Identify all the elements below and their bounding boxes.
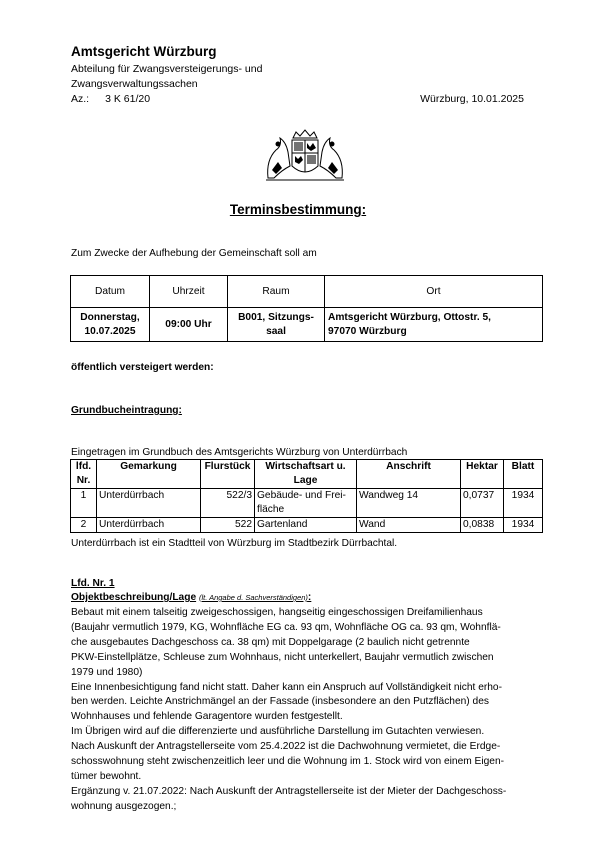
body-line: wohnung ausgezogen.; — [71, 800, 177, 812]
intro-text: Zum Zwecke der Aufhebung der Gemeinschaft soll am — [71, 248, 317, 259]
cell-flurstueck: 522/3 — [201, 489, 255, 518]
department-line-2: Zwangsverwaltungssachen — [71, 78, 198, 90]
body-line: schosswohnung steht zwischenzeitlich leer und die Wohnung im 1. Stock wird von einem Eigen- — [71, 756, 505, 768]
cell-flurstueck: 522 — [201, 518, 255, 533]
body-line: Wohnhauses und fehlende Garagentore wurden festgestellt. — [71, 711, 343, 723]
body-line: Bebaut mit einem talseitig zweigeschossigen, hangseitig eingeschossigen Dreifamilienhaus — [71, 607, 483, 618]
appointment-table-row — [71, 308, 543, 342]
table-row — [71, 489, 543, 518]
department-line-1: Abteilung für Zwangsversteigerungs- und — [71, 63, 263, 75]
cell-lfd: 2 — [71, 518, 97, 533]
body-line: Im Übrigen wird auf die differenzierte und ausführliche Darstellung im Gutachten verwiesen. — [71, 726, 485, 738]
cell-hektar: 0,0838 — [461, 518, 504, 533]
cell-gemarkung: Unterdürrbach — [97, 489, 201, 518]
object-heading-colon: : — [307, 592, 312, 603]
document-title: Terminsbestimmung: — [229, 202, 367, 217]
table-row — [71, 518, 543, 533]
cell-raum — [228, 308, 325, 342]
cell-wirtschaftsart — [255, 489, 357, 518]
col-wirtschaft-line-1: Wirtschaftsart u. — [265, 461, 346, 472]
body-line: PKW-Einstellplätze, Schleuse zum Wohnhaus, nicht unterkellert, Baujahr vermutlich zwischen — [71, 651, 494, 663]
cell-gemarkung: Unterdürrbach — [97, 518, 201, 533]
col-wirtschaftsart — [255, 460, 357, 489]
lfd-heading: Lfd. Nr. 1 — [71, 578, 115, 589]
department — [71, 62, 321, 92]
land-register-table — [70, 459, 543, 533]
cell-anschrift: Wand — [357, 518, 461, 533]
col-lfd — [71, 460, 97, 489]
col-flurstueck: Flurstück — [201, 460, 255, 489]
cell-datum — [71, 308, 150, 342]
wirtschaft-line-2: fläche — [257, 504, 285, 515]
col-blatt: Blatt — [504, 460, 543, 489]
place-date: Würzburg, 10.01.2025 — [420, 93, 524, 105]
col-lfd-line-2: Nr. — [76, 475, 91, 486]
bavarian-coat-of-arms — [262, 126, 348, 184]
datum-line-2: 10.07.2025 — [84, 325, 136, 337]
body-line: 1979 und 1980) — [71, 666, 143, 678]
body-line: che ausgebautes Dachgeschoss ca. 38 qm) mit Doppelgarage (2 baulich nicht getrennte — [71, 636, 470, 648]
body-line: Eine Innenbesichtigung fand nicht statt. Daher kann ein Anspruch auf Vollständigkeit nicht erho- — [71, 681, 502, 693]
body-line: Nach Auskunft der Antragstellerseite vom 25.4.2022 ist die Dachwohnung vermietet, die Erdge- — [71, 741, 501, 753]
body-line: Ergänzung v. 21.07.2022: Nach Auskunft der Antragstellerseite ist der Mieter der Dachgeschoss- — [71, 785, 507, 797]
az-label: Az.: — [71, 93, 90, 105]
col-hektar: Hektar — [461, 460, 504, 489]
cell-uhrzeit: 09:00 Uhr — [150, 308, 228, 342]
header-ort: Ort — [325, 276, 543, 308]
raum-line-2: saal — [266, 325, 286, 337]
datum-line-1: Donnerstag, — [80, 311, 140, 323]
col-wirtschaft-line-2: Lage — [293, 475, 318, 486]
object-heading-note: (lt. Angabe d. Sachverständigen) — [198, 593, 308, 602]
cell-hektar: 0,0737 — [461, 489, 504, 518]
header-uhrzeit: Uhrzeit — [150, 276, 228, 308]
district-note: Unterdürrbach ist ein Stadtteil von Würzburg im Stadtbezirk Dürrbachtal. — [71, 538, 398, 549]
raum-line-1: B001, Sitzungs- — [238, 311, 314, 323]
file-reference — [71, 93, 150, 105]
header-datum: Datum — [71, 276, 150, 308]
ort-line-1: Amtsgericht Würzburg, Ottostr. 5, — [328, 311, 492, 323]
header-raum: Raum — [228, 276, 325, 308]
object-description-heading — [71, 592, 311, 603]
wirtschaft-line-1: Gebäude- und Frei- — [257, 490, 346, 501]
cell-ort — [325, 308, 543, 342]
cell-blatt: 1934 — [504, 489, 543, 518]
appointment-table — [70, 275, 543, 342]
land-register-header — [71, 460, 543, 489]
az-number: 3 K 61/20 — [105, 93, 151, 105]
cell-blatt: 1934 — [504, 518, 543, 533]
body-line: (Baujahr vermutlich 1979, KG, Wohnfläche EG ca. 93 qm, Wohnfläche OG ca. 93 qm, Wohnflä- — [71, 621, 501, 633]
object-heading-text: Objektbeschreibung/Lage — [71, 592, 197, 603]
grundbuch-intro: Eingetragen im Grundbuch des Amtsgerichts Würzburg von Unterdürrbach — [71, 447, 408, 458]
col-anschrift: Anschrift — [357, 460, 461, 489]
body-line: ben werden. Leichte Anstrichmängel an der Fassade (insbesondere an den Putzflächen) des — [71, 696, 489, 708]
body-line: tümer bewohnt. — [71, 770, 142, 782]
cell-anschrift: Wandweg 14 — [357, 489, 461, 518]
appointment-table-header — [71, 276, 543, 308]
grundbuch-heading: Grundbucheintragung: — [71, 405, 182, 416]
court-name: Amtsgericht Würzburg — [71, 44, 217, 59]
cell-wirtschaftsart: Gartenland — [255, 518, 357, 533]
cell-lfd: 1 — [71, 489, 97, 518]
col-lfd-line-1: lfd. — [75, 461, 92, 472]
object-description-body — [71, 606, 545, 815]
ort-line-2: 97070 Würzburg — [328, 325, 407, 337]
col-gemarkung: Gemarkung — [97, 460, 201, 489]
auction-statement: öffentlich versteigert werden: — [71, 362, 214, 373]
